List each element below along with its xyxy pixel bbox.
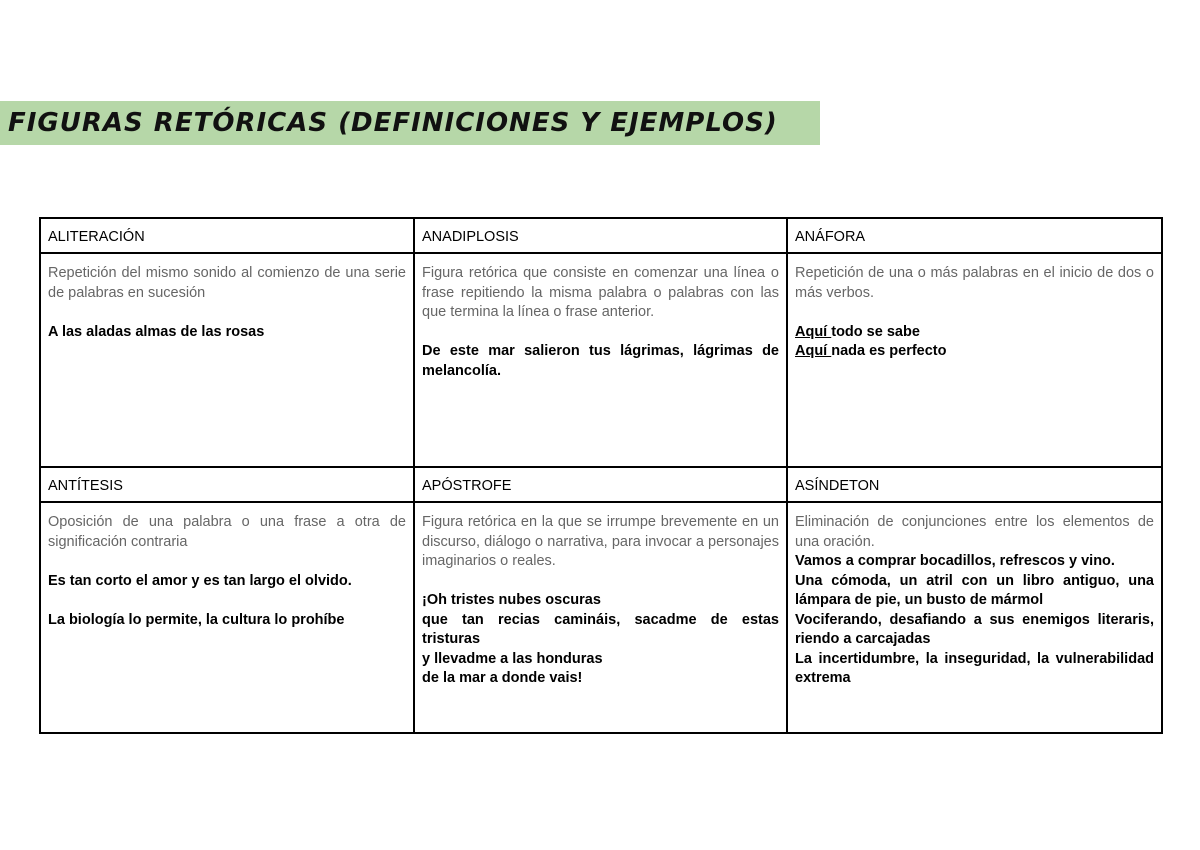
table-row-header-2 <box>40 467 1162 502</box>
header-cell <box>414 467 787 502</box>
figure-name: ALITERACIÓN <box>48 229 145 245</box>
figures-table <box>39 217 1163 734</box>
example-text: Vociferando, desafiando a sus enemigos literaris, riendo a carcajadas <box>795 611 1154 647</box>
content-cell-anafora <box>787 253 1162 467</box>
example-text: Vamos a comprar bocadillos, refrescos y vino. <box>795 553 1115 569</box>
example-text: que tan recias camináis, sacadme de estas tristuras <box>422 611 779 647</box>
page-title: FIGURAS RETÓRICAS (DEFINICIONES Y EJEMPLOS) <box>8 108 778 138</box>
example-underlined: Aquí <box>795 343 832 359</box>
header-cell <box>40 218 414 253</box>
content-cell-apostrofe <box>414 502 787 733</box>
definition-text: Figura retórica en la que se irrumpe brevemente en un discurso, diálogo o narrativa, para invocar a personajes imaginarios o reales. <box>422 514 779 569</box>
table-row-body-1 <box>40 253 1162 467</box>
definition-text: Repetición de una o más palabras en el inicio de dos o más verbos. <box>795 265 1154 301</box>
example-text: La incertidumbre, la inseguridad, la vulnerabilidad extrema <box>795 650 1154 686</box>
example-text: y llevadme a las honduras <box>422 650 603 667</box>
definition-text: Repetición del mismo sonido al comienzo de una serie de palabras en sucesión <box>48 265 406 301</box>
example-underlined: Aquí <box>795 323 832 340</box>
figure-name: ANADIPLOSIS <box>422 229 519 245</box>
definition-text: Figura retórica que consiste en comenzar una línea o frase repitiendo la misma palabra o palabras con las que termina la línea o frase anterior. <box>422 265 779 320</box>
example-text: De este mar salieron tus lágrimas, lágrimas de melancolía. <box>422 343 779 379</box>
content-cell-asindeton <box>787 502 1162 733</box>
example-text: La biología lo permite, la cultura lo prohíbe <box>48 611 345 628</box>
example-text: ¡Oh tristes nubes oscuras <box>422 592 601 608</box>
table-row-body-2 <box>40 502 1162 733</box>
example-text: de la mar a donde vais! <box>422 670 583 686</box>
example-text <box>795 342 1154 362</box>
header-cell <box>414 218 787 253</box>
figure-name: ANÁFORA <box>795 229 866 245</box>
header-cell <box>787 467 1162 502</box>
example-rest: todo se sabe <box>831 323 920 340</box>
example-text: Una cómoda, un atril con un libro antiguo, una lámpara de pie, un busto de mármol <box>795 572 1154 608</box>
example-text: Es tan corto el amor y es tan largo el olvido. <box>48 572 352 589</box>
example-rest: nada es perfecto <box>831 343 947 359</box>
example-text: A las aladas almas de las rosas <box>48 323 265 340</box>
header-cell <box>787 218 1162 253</box>
figure-name: ASÍNDETON <box>795 478 880 494</box>
definition-text: Eliminación de conjunciones entre los elementos de una oración. <box>795 514 1154 550</box>
content-cell-anadiplosis <box>414 253 787 467</box>
header-cell <box>40 467 414 502</box>
figure-name: APÓSTROFE <box>422 478 512 494</box>
table-row-header-1 <box>40 218 1162 253</box>
example-text <box>795 323 1154 343</box>
content-cell-aliteracion <box>40 253 414 467</box>
definition-text: Oposición de una palabra o una frase a otra de significación contraria <box>48 514 406 550</box>
content-cell-antitesis <box>40 502 414 733</box>
figure-name: ANTÍTESIS <box>48 478 123 494</box>
